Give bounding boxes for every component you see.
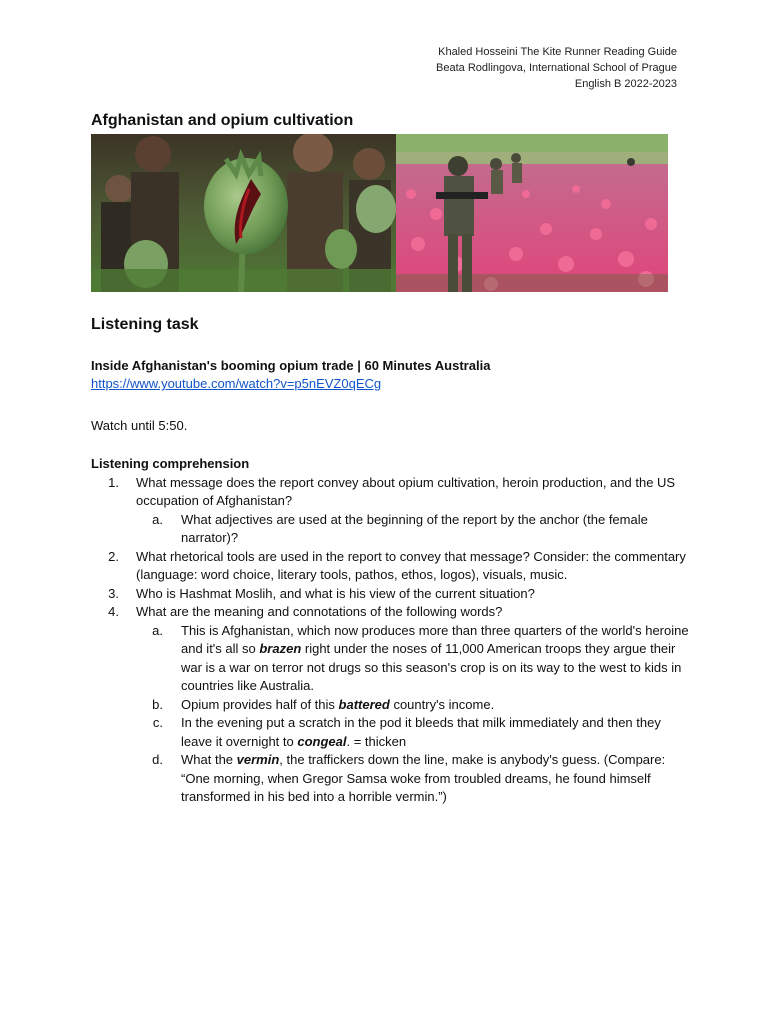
question-4d (91, 751, 691, 807)
comprehension-heading: Listening comprehension (91, 456, 250, 471)
opium-photo-collage (91, 134, 668, 292)
subquestion-letter: a. (152, 511, 163, 527)
question-number: 2. (108, 548, 119, 564)
listening-comprehension (91, 455, 691, 807)
document-header (436, 44, 677, 92)
header-line-author: Beata Rodlingova, International School of Prague (436, 62, 677, 74)
vocab-word-congeal: congeal (297, 733, 347, 749)
header-line-guide: Khaled Hosseini The Kite Runner Reading Guide (438, 46, 677, 58)
question-3 (91, 585, 691, 604)
subquestion-text (181, 714, 691, 751)
subquestion-text: What adjectives are used at the beginning of the report by the anchor (the female narrator)? (181, 511, 648, 545)
question-text: What are the meaning and connotations of the following words? (136, 604, 503, 619)
subquestion-letter: d. (152, 752, 163, 767)
question-1 (91, 474, 691, 511)
subquestion-letter: a. (152, 622, 163, 638)
question-text: What rhetorical tools are used in the report to convey that message? Consider: the commentary (language: word choice, literary tools, pathos, ethos, logos), visuals, music. (136, 548, 686, 582)
header-line-course: English B 2022-2023 (574, 78, 677, 90)
question-4 (91, 603, 691, 622)
quote-text: This is Afghanistan, which now produces more than three quarters of the world's heroine and it's all so (181, 622, 689, 656)
photo-soldiers-poppy-field (396, 134, 668, 292)
subquestion-letter: b. (152, 696, 163, 712)
quote-text: country's income. (389, 696, 495, 712)
question-2 (91, 548, 691, 585)
question-4a (91, 622, 691, 696)
vocab-word-battered: battered (338, 696, 390, 712)
quote-text: right under the noses of 11,000 American troops they argue their war is a war on terror not drugs so this season's crop is on its way to the west to kids in countries like Australia. (181, 641, 682, 693)
quote-text: What the (181, 752, 237, 767)
section-title-listening: Listening task (91, 316, 199, 333)
quote-text: , the traffickers down the line, make is anybody's guess. (Compare: “One morning, when Gregor Samsa woke from troubled dreams, he found himself transformed in his bed into a horrible vermin.”) (181, 752, 666, 804)
question-number: 4. (108, 604, 119, 619)
question-text: What message does the report convey about opium cultivation, heroin production, and the US occupation of Afghanistan? (136, 474, 676, 508)
photo-farmers-poppy-pod (91, 134, 396, 292)
quote-text: . = thicken (346, 733, 407, 749)
video-title: Inside Afghanistan's booming opium trade | 60 Minutes Australia (91, 358, 491, 373)
question-text: Who is Hashmat Moslih, and what is his view of the current situation? (136, 585, 535, 601)
watch-instruction: Watch until 5:50. (91, 418, 188, 433)
question-4c (91, 714, 691, 751)
quote-text: In the evening put a scratch in the pod it bleeds that milk immediately and then they leave it overnight to (181, 715, 661, 749)
question-number: 3. (108, 585, 119, 601)
subquestion-text (181, 622, 691, 696)
question-1a (91, 511, 691, 548)
quote-text: Opium provides half of this (181, 696, 339, 712)
subquestion-text (181, 696, 691, 715)
question-4b (91, 696, 691, 715)
subquestion-letter: c. (152, 715, 163, 730)
question-number: 1. (108, 474, 119, 490)
section-title-opium: Afghanistan and opium cultivation (91, 112, 354, 129)
youtube-link[interactable]: https://www.youtube.com/watch?v=p5nEVZ0qECg (91, 376, 382, 391)
vocab-word-vermin: vermin (236, 752, 280, 767)
subquestion-text (181, 751, 691, 807)
vocab-word-brazen: brazen (259, 641, 302, 656)
